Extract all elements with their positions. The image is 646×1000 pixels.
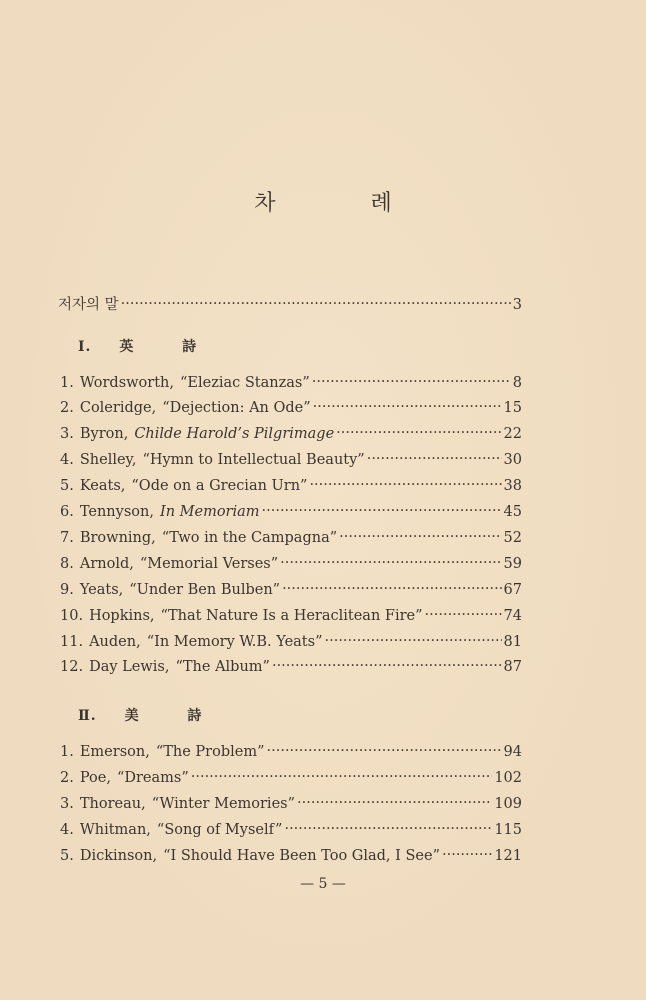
entry-work-title: In Memoriam — [159, 504, 260, 520]
entry-author: Emerson, — [79, 743, 150, 760]
dot-leader — [442, 845, 492, 860]
entry-work-title: Childe Harold’s Pilgrimage — [134, 426, 335, 443]
preface-label: 저자의 말 — [58, 297, 119, 313]
toc-entry — [60, 527, 522, 546]
page-number: 74 — [503, 607, 522, 624]
entry-work-title: “Memorial Verses” — [139, 555, 279, 572]
page-number: 102 — [494, 769, 522, 786]
entry-label — [60, 426, 334, 442]
dot-leader — [339, 527, 501, 542]
entry-author: Coleridge, — [79, 400, 157, 417]
entry-number: 3. — [60, 426, 74, 443]
page-number: 87 — [503, 659, 522, 676]
entry-number: 4. — [60, 452, 74, 469]
dot-leader — [297, 793, 492, 808]
toc-entry — [60, 657, 522, 676]
toc-entry — [60, 793, 522, 812]
page-number: 38 — [503, 478, 522, 495]
entry-label — [60, 848, 440, 864]
dot-leader — [284, 819, 492, 834]
page-number: 115 — [494, 821, 522, 838]
page-number: 22 — [503, 426, 522, 443]
entry-number: 4. — [60, 821, 74, 838]
page-number: 8 — [512, 374, 522, 391]
dot-leader — [367, 450, 502, 465]
entry-label — [60, 770, 189, 786]
entry-label — [60, 796, 295, 812]
entry-number: 9. — [60, 581, 74, 598]
section-name: 美 詩 — [124, 708, 224, 724]
dot-leader — [309, 476, 501, 491]
dot-leader — [280, 553, 501, 568]
entry-label — [60, 504, 260, 520]
section-numeral: Ⅰ. — [78, 339, 92, 355]
section-heading-american — [78, 705, 223, 725]
entry-author: Yeats, — [79, 581, 124, 598]
entry-label — [60, 478, 307, 494]
dot-leader — [425, 605, 502, 620]
page-number: 109 — [494, 795, 522, 812]
entry-number: 3. — [60, 795, 74, 812]
page-number: 3 — [512, 297, 522, 313]
dot-leader — [313, 398, 502, 413]
section-numeral: Ⅱ. — [78, 708, 97, 724]
dot-leader — [272, 657, 502, 672]
toc-entry — [60, 767, 522, 786]
entry-work-title: “Song of Myself” — [156, 821, 283, 838]
preface-entry — [58, 293, 522, 314]
dot-leader — [121, 295, 511, 310]
entry-author: Auden, — [89, 633, 141, 650]
entry-work-title: “I Should Have Been Too Glad, I See” — [163, 847, 440, 864]
entry-number: 2. — [60, 400, 74, 417]
toc-entry — [60, 553, 522, 572]
toc-entry — [60, 631, 522, 650]
entry-work-title: “Ode on a Grecian Urn” — [131, 478, 308, 495]
entry-author: Arnold, — [79, 555, 134, 572]
entry-author: Keats, — [79, 478, 126, 495]
entry-number: 10. — [60, 607, 84, 624]
entry-label — [60, 375, 310, 391]
entry-label — [60, 744, 265, 760]
page-number: 15 — [503, 400, 522, 417]
page-number: 59 — [503, 555, 522, 572]
page-number: 30 — [503, 452, 522, 469]
page-number: 52 — [503, 529, 522, 546]
entry-number: 8. — [60, 555, 74, 572]
entry-author: Byron, — [79, 426, 129, 443]
entry-author: Dickinson, — [79, 847, 158, 864]
entry-label — [60, 400, 311, 416]
entry-number: 11. — [60, 633, 84, 650]
dot-leader — [267, 741, 502, 756]
entry-author: Wordsworth, — [79, 374, 174, 391]
entry-number: 1. — [60, 374, 74, 391]
entry-author: Shelley, — [79, 452, 137, 469]
dot-leader — [336, 424, 501, 439]
page-number: 45 — [503, 504, 522, 520]
entry-number: 1. — [60, 743, 74, 760]
toc-entry — [60, 741, 522, 760]
dot-leader — [262, 502, 502, 517]
dot-leader — [282, 579, 501, 594]
entry-work-title: “In Memory W.B. Yeats” — [146, 633, 323, 650]
dot-leader — [191, 767, 493, 782]
entry-author: Poe, — [79, 769, 111, 786]
entry-label — [60, 659, 270, 675]
entry-number: 5. — [60, 847, 74, 864]
toc-entry — [60, 372, 522, 391]
toc-entry — [60, 579, 522, 598]
entry-number: 6. — [60, 504, 74, 520]
toc-entry — [60, 398, 522, 417]
page-number: 121 — [494, 847, 522, 864]
toc-entry — [60, 845, 522, 864]
entry-label — [60, 634, 323, 650]
entry-work-title: “Dreams” — [116, 769, 189, 786]
entry-work-title: “That Nature Is a Heraclitean Fire” — [160, 607, 423, 624]
entry-work-title: “Hymn to Intellectual Beauty” — [142, 452, 365, 469]
entry-author: Thoreau, — [79, 795, 146, 812]
page-title: 차 례 — [254, 191, 436, 216]
entry-work-title: “Winter Memories” — [151, 795, 296, 812]
entry-label — [60, 530, 337, 546]
section-name: 英 詩 — [119, 339, 219, 355]
entry-number: 2. — [60, 769, 74, 786]
entry-label — [60, 556, 278, 572]
page-number: 81 — [503, 633, 522, 650]
entry-author: Whitman, — [79, 821, 151, 838]
page-number: 67 — [503, 581, 522, 598]
page-number: 94 — [503, 743, 522, 760]
toc-entry — [60, 476, 522, 495]
entry-label — [60, 608, 423, 624]
toc-entry — [60, 605, 522, 624]
dot-leader — [312, 372, 511, 387]
entry-work-title: “The Problem” — [155, 743, 265, 760]
entry-work-title: “Dejection: An Ode” — [162, 400, 311, 417]
toc-entry — [60, 819, 522, 838]
entry-number: 12. — [60, 659, 84, 676]
entry-label — [60, 822, 282, 838]
entry-author: Tennyson, — [79, 504, 154, 520]
dot-leader — [325, 631, 502, 646]
entry-author: Browning, — [79, 529, 156, 546]
entry-work-title: “Eleziac Stanzas” — [180, 374, 310, 391]
entry-author: Hopkins, — [89, 607, 155, 624]
entry-label — [60, 452, 365, 468]
toc-entry — [60, 450, 522, 469]
entry-work-title: “Under Ben Bulben” — [129, 581, 281, 598]
entry-work-title: “The Album” — [175, 659, 270, 676]
entry-author: Day Lewis, — [89, 659, 170, 676]
toc-entry — [60, 502, 522, 521]
entry-label — [60, 582, 280, 598]
section-heading-english — [78, 336, 218, 356]
entry-work-title: “Two in the Campagna” — [161, 529, 338, 546]
entry-number: 5. — [60, 478, 74, 495]
page-number-footer: — 5 — — [300, 876, 346, 892]
entry-number: 7. — [60, 529, 74, 546]
toc-entry — [60, 424, 522, 443]
